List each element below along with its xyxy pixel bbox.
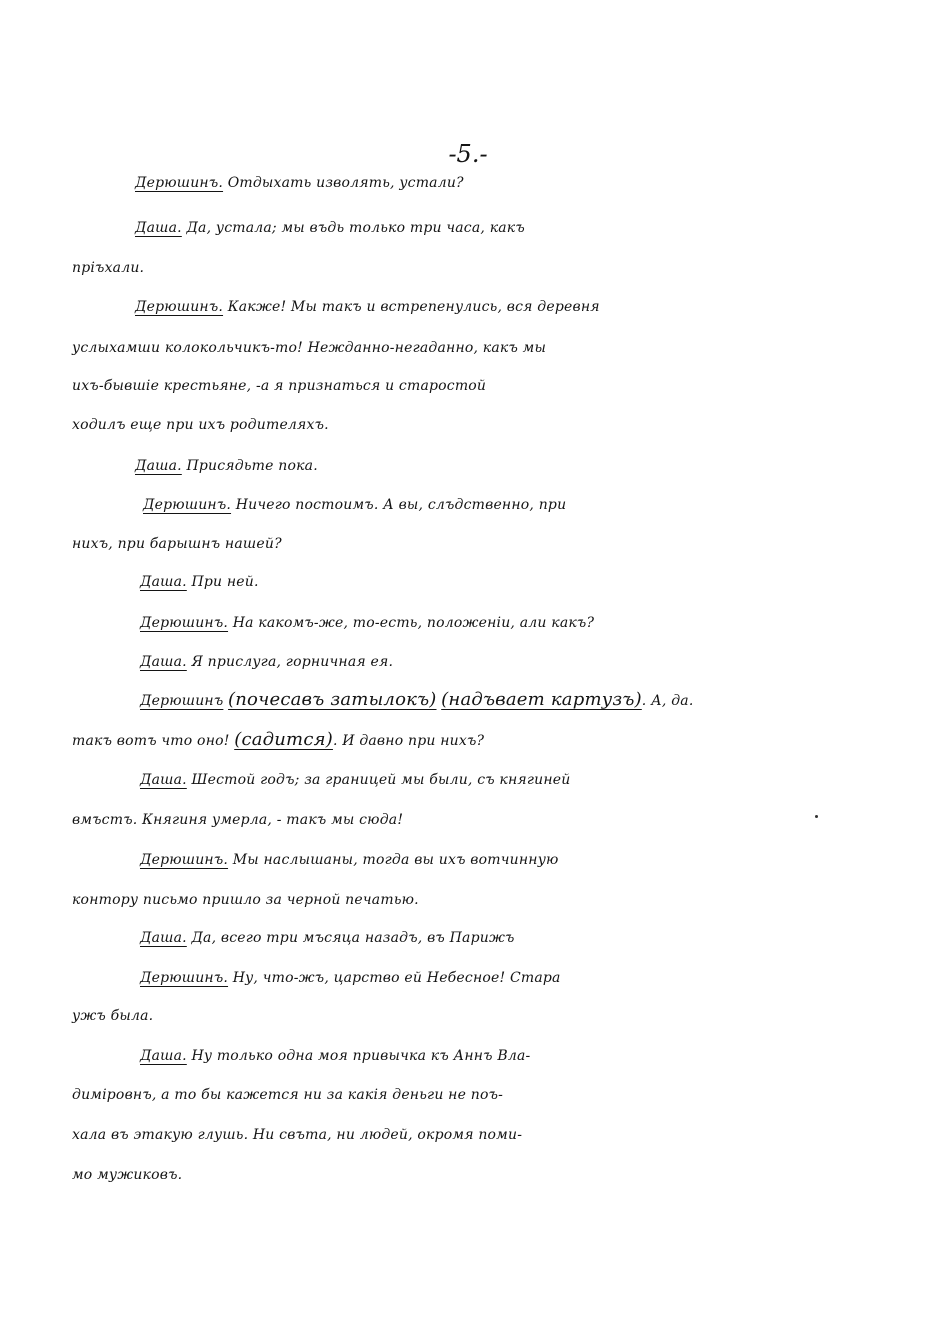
speaker-name: Дерюшинъ. [140,615,229,631]
line-text: Ну только одна моя привычка къ Аннъ Вла- [186,1048,531,1064]
script-line [0,405,936,445]
line-text: ужъ была. [72,1008,154,1024]
script-line [0,287,936,327]
script-line [0,958,936,998]
stage-direction: (почесавъ затылокъ) [228,689,437,710]
line-text: диміровнъ, а то бы кажется ни за какія деньги не поъ- [72,1087,504,1103]
line-text: На какомъ-же, то-есть, положеніи, али какъ? [228,615,595,631]
speaker-name: Дерюшинъ. [140,852,229,868]
speaker-name: Даша. [135,458,182,474]
line-text: хала въ этакую глушь. Ни свъта, ни людей, окромя поми- [72,1127,523,1143]
speaker-name: Дерюшинъ. [140,970,229,986]
script-line [0,1155,936,1195]
script-line [0,485,936,525]
speaker-name: Даша. [140,930,187,946]
line-text: Мы наслышаны, тогда вы ихъ вотчинную [228,852,559,868]
line-text: . А, да. [641,693,694,709]
line-text: услыхамши колокольчикъ-то! Нежданно-негаданно, какъ мы [72,340,547,356]
line-text: Да, всего три мъсяца назадъ, въ Парижъ [186,930,515,946]
script-line [0,760,936,800]
line-text: Я прислуга, горничная ея. [186,654,394,670]
line-text: Шестой годъ; за границей мы были, съ княгиней [186,772,571,788]
line-text: нихъ, при барышнъ нашей? [72,536,282,552]
script-line [0,446,936,486]
speaker-name: Даша. [140,574,187,590]
speaker-name: Дерюшинъ. [143,497,232,513]
script-line [0,880,936,920]
script-line [0,524,936,564]
speaker-name: Даша. [140,772,187,788]
script-line [0,642,936,682]
page-number: -5.- [448,140,488,168]
script-line [0,996,936,1036]
script-line [0,918,936,958]
script-line [0,840,936,880]
script-line [0,328,936,368]
speaker-name: Даша. [140,1048,187,1064]
line-text: Ничего постоимъ. А вы, слъдственно, при [231,497,567,513]
script-line [0,800,936,840]
stage-direction: (надъвает картузъ) [441,689,642,710]
script-line [0,562,936,602]
speaker-name: Дерюшинъ. [135,299,224,315]
line-text: Отдыхать изволять, устали? [223,175,464,191]
line-text: . И давно при нихъ? [332,733,485,749]
script-line [0,1115,936,1155]
line-text: контору письмо пришло за черной печатью. [72,892,419,908]
ink-speck [815,815,818,818]
line-text: Ну, что-жъ, царство ей Небесное! Стара [228,970,561,986]
line-text: Какже! Мы такъ и встрепенулись, вся деревня [223,299,600,315]
speaker-name: Даша. [135,220,182,236]
script-line [0,248,936,288]
line-text: ходилъ еще при ихъ родителяхъ. [72,417,329,433]
line-text: Да, устала; мы въдь только три часа, какъ [181,220,525,236]
script-line [0,603,936,643]
line-text: мо мужиковъ. [72,1167,183,1183]
script-line [0,680,936,720]
script-line [0,366,936,406]
line-text: Присядьте пока. [181,458,318,474]
line-text: такъ вотъ что оно! [72,733,235,749]
line-text: При ней. [186,574,259,590]
speaker-name: Дерюшинъ [140,693,224,709]
line-text: вмъстъ. Княгиня умерла, - такъ мы сюда! [72,812,404,828]
script-line [0,163,936,203]
stage-direction: (садится) [234,729,333,750]
line-text: пріъхали. [72,260,145,276]
script-line [0,1075,936,1115]
speaker-name: Даша. [140,654,187,670]
line-text: ихъ-бывшіе крестьяне, -а я признаться и старостой [72,378,487,394]
script-line [0,1036,936,1076]
speaker-name: Дерюшинъ. [135,175,224,191]
script-line [0,720,936,760]
script-line [0,208,936,248]
